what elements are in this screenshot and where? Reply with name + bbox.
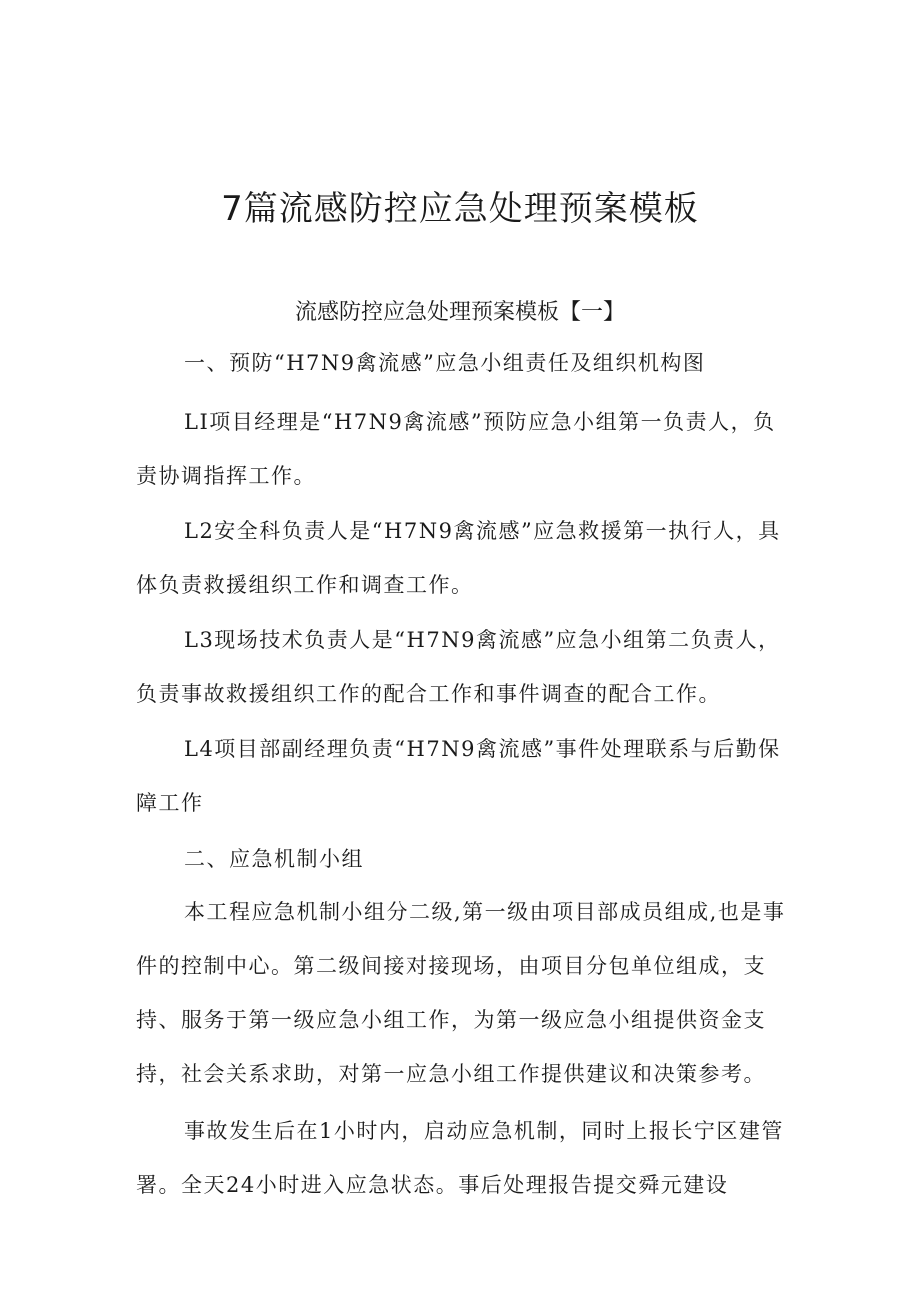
section-heading-2: 二、应急机制小组 — [184, 847, 364, 871]
paragraph-l2: L2安全科负责人是“H7N9禽流感”应急救援第一执行人，具体负责救援组织工作和调查工作。 — [136, 519, 781, 597]
section-heading-1: 一、预防“H7N9禽流感”应急小组责任及组织机构图 — [184, 351, 706, 375]
section-subtitle: 流感防控应急处理预案模板【一】 — [294, 300, 625, 325]
paragraph-l1: LI项目经理是“H7N9禽流感”预防应急小组第一负责人，负责协调指挥工作。 — [136, 410, 776, 488]
paragraph-mechanism: 本工程应急机制小组分二级,第一级由项目部成员组成,也是事件的控制中心。第二级间接对接现场，由项目分包单位组成，支持、服务于第一级应急小组工作，为第一级应急小组提供资金支持，社会关系求助，对第一应急小组工作提供建议和决策参考。 — [136, 900, 786, 1086]
document-title: 7篇流感防控应急处理预案模板 — [221, 189, 699, 229]
paragraph-l4: L4项目部副经理负责“H7N9禽流感”事件处理联系与后勤保障工作 — [136, 737, 781, 815]
paragraph-response: 事故发生后在1小时内，启动应急机制，同时上报长宁区建管署。全天24小时进入应急状态。事后处理报告提交舜元建设 — [136, 1119, 784, 1197]
paragraph-l3: L3现场技术负责人是“H7N9禽流感”应急小组第二负责人，负责事故救援组织工作的配合工作和事件调查的配合工作。 — [136, 628, 781, 706]
